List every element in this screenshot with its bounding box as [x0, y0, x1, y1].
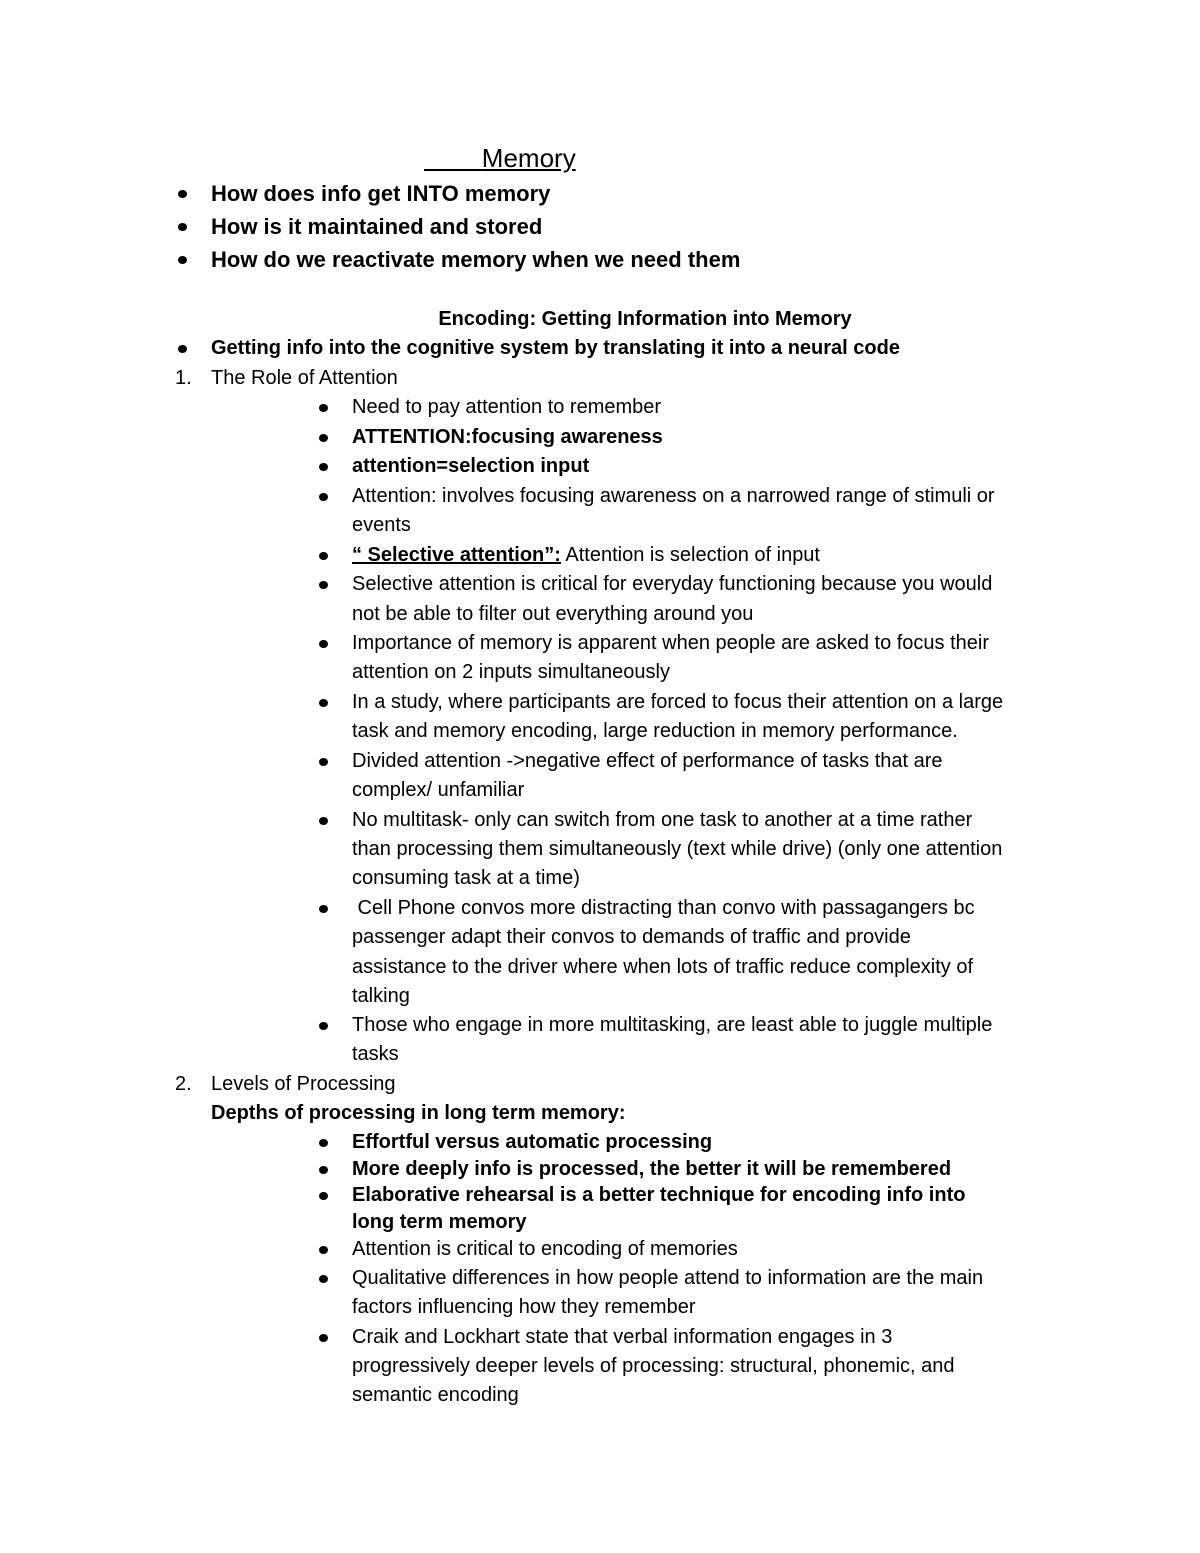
- intro-bullet: How is it maintained and stored: [211, 214, 543, 239]
- bullet-dot: [178, 256, 187, 264]
- term-selective-attention: “ Selective attention”:: [352, 544, 561, 566]
- list-item: Selective attention is critical for everyday functioning because you would: [352, 573, 993, 595]
- list-item-continuation: factors influencing how they remember: [352, 1296, 696, 1318]
- list-item-continuation: long term memory: [352, 1211, 527, 1233]
- bullet-dot: [319, 758, 328, 766]
- title-text: Memory: [481, 143, 576, 173]
- intro-bullet: How do we reactivate memory when we need them: [211, 247, 741, 272]
- list-item: Cell Phone convos more distracting than convo with passagangers bc: [352, 897, 975, 919]
- section-title: Levels of Processing: [211, 1073, 396, 1095]
- intro-bullet: How does info get INTO memory: [211, 181, 551, 206]
- section-title: The Role of Attention: [211, 367, 398, 389]
- bullet-dot: [319, 1166, 328, 1174]
- section-heading: Encoding: Getting Information into Memory: [438, 308, 852, 330]
- bullet-dot: [319, 699, 328, 707]
- list-item: Attention is critical to encoding of memories: [352, 1238, 738, 1260]
- list-item: Effortful versus automatic processing: [352, 1131, 713, 1153]
- list-item: attention=selection input: [352, 455, 590, 477]
- bullet-dot: [178, 190, 187, 198]
- bullet-dot: [319, 1139, 328, 1147]
- bullet-dot: [178, 345, 187, 353]
- list-item-continuation: passenger adapt their convos to demands of traffic and provide: [352, 926, 911, 948]
- list-item: Craik and Lockhart state that verbal information engages in 3: [352, 1326, 893, 1348]
- bullet-dot: [319, 1334, 328, 1342]
- list-item: Divided attention ->negative effect of performance of tasks that are: [352, 750, 943, 772]
- list-number: 1.: [175, 367, 192, 389]
- list-item-continuation: semantic encoding: [352, 1384, 519, 1406]
- bullet-dot: [178, 223, 187, 231]
- list-item: No multitask- only can switch from one task to another at a time rather: [352, 809, 973, 831]
- list-item-continuation: tasks: [352, 1043, 399, 1065]
- list-item-continuation: progressively deeper levels of processing: structural, phonemic, and: [352, 1355, 955, 1377]
- encoding-bullet: Getting info into the cognitive system by translating it into a neural code: [211, 337, 900, 359]
- list-item: Attention: involves focusing awareness on a narrowed range of stimuli or: [352, 485, 995, 507]
- bullet-dot: [319, 905, 328, 913]
- bullet-dot: [319, 1246, 328, 1254]
- list-item: Need to pay attention to remember: [352, 396, 662, 418]
- bullet-dot: [319, 1192, 328, 1200]
- list-item-continuation: talking: [352, 985, 410, 1007]
- bullet-dot: [319, 581, 328, 589]
- subheading: Depths of processing in long term memory:: [211, 1102, 626, 1124]
- bullet-dot: [319, 1275, 328, 1283]
- bullet-dot: [319, 434, 328, 442]
- list-item: Qualitative differences in how people attend to information are the main: [352, 1267, 984, 1289]
- list-item: ATTENTION:focusing awareness: [352, 426, 663, 448]
- list-item-continuation: not be able to filter out everything around you: [352, 603, 754, 625]
- list-item-continuation: events: [352, 514, 411, 536]
- list-item: Those who engage in more multitasking, are least able to juggle multiple: [352, 1014, 993, 1036]
- list-number: 2.: [175, 1073, 192, 1095]
- bullet-dot: [319, 640, 328, 648]
- bullet-dot: [319, 493, 328, 501]
- list-item: [352, 541, 820, 571]
- list-item-continuation: consuming task at a time): [352, 867, 580, 889]
- bullet-dot: [319, 552, 328, 560]
- page-title: [424, 142, 576, 174]
- bullet-dot: [319, 1022, 328, 1030]
- list-item-continuation: than processing them simultaneously (text while drive) (only one attention: [352, 838, 1003, 860]
- definition-text: Attention is selection of input: [565, 544, 820, 566]
- list-item-continuation: complex/ unfamiliar: [352, 779, 525, 801]
- list-item: More deeply info is processed, the better it will be remembered: [352, 1158, 952, 1180]
- list-item-continuation: attention on 2 inputs simultaneously: [352, 661, 670, 683]
- list-item: Importance of memory is apparent when people are asked to focus their: [352, 632, 990, 654]
- list-item: In a study, where participants are forced to focus their attention on a large: [352, 691, 1004, 713]
- bullet-dot: [319, 463, 328, 471]
- list-item-continuation: task and memory encoding, large reduction in memory performance.: [352, 720, 958, 742]
- bullet-dot: [319, 817, 328, 825]
- bullet-dot: [319, 404, 328, 412]
- list-item-continuation: assistance to the driver where when lots of traffic reduce complexity of: [352, 956, 974, 978]
- list-item: Elaborative rehearsal is a better technique for encoding info into: [352, 1184, 966, 1206]
